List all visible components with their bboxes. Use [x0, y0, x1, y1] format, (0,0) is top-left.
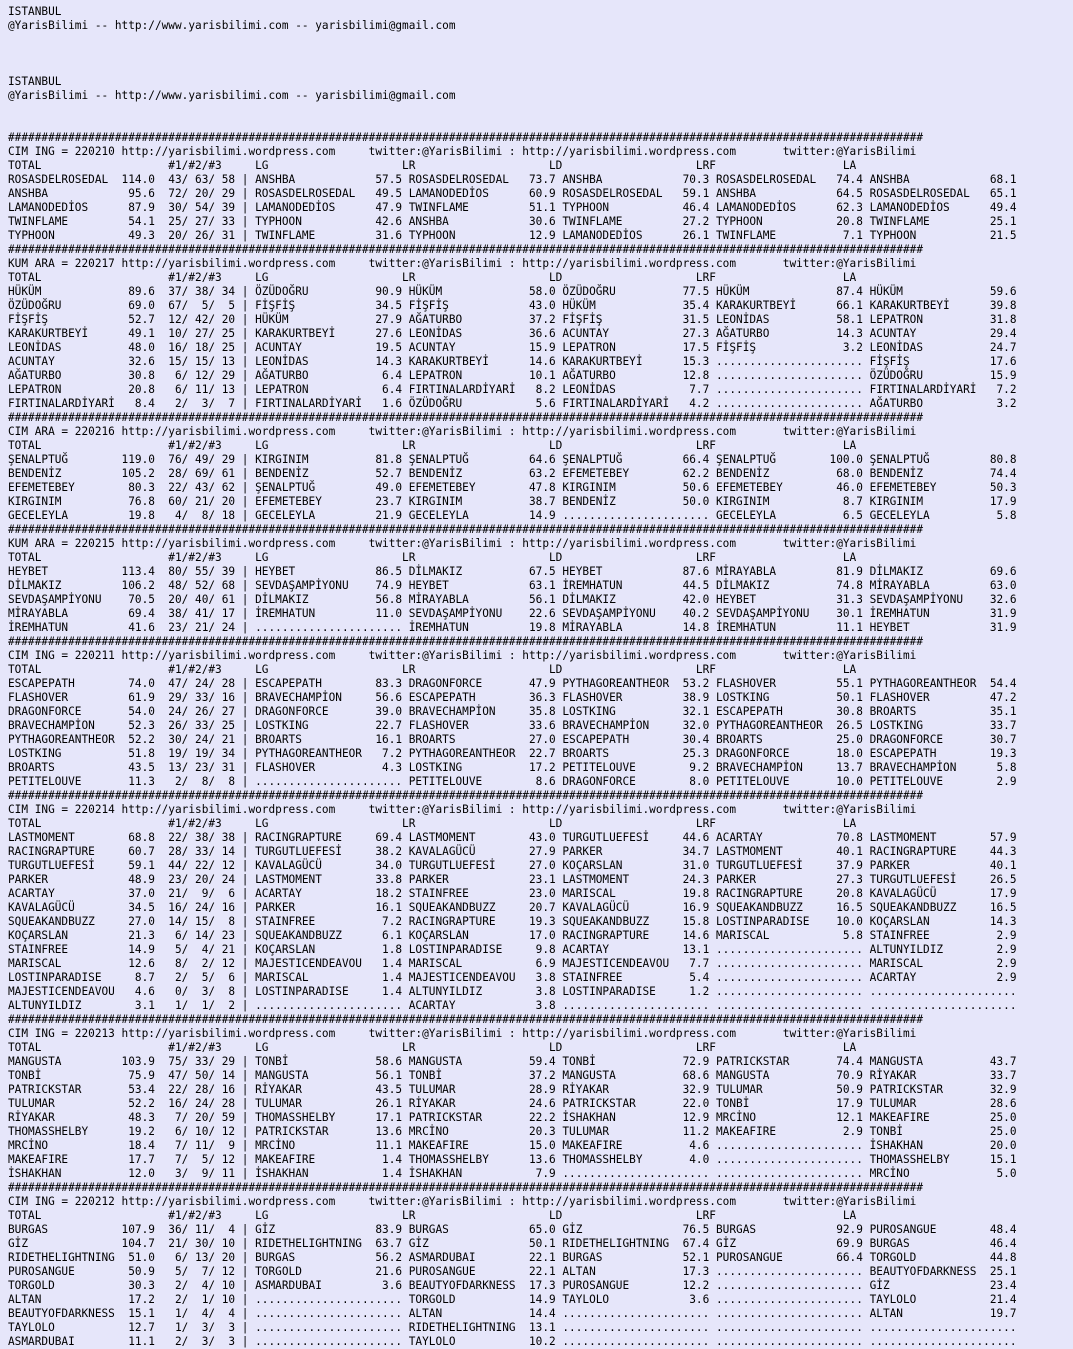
table-header: TOTAL #1/#2/#3 LG LR LD LRF LA	[8, 551, 857, 564]
table-row: BENDENİZ 105.2 28/ 69/ 61 | BENDENİZ 52.7 BENDENİZ 63.2 EFEMETEBEY 62.2 BENDENİZ 68.0 BENDENİZ 74.4	[8, 467, 1017, 480]
table-row: HÜKÜM 89.6 37/ 38/ 34 | ÖZÜDOĞRU 90.9 HÜKÜM 58.0 ÖZÜDOĞRU 77.5 HÜKÜM 87.4 HÜKÜM 59.6	[8, 285, 1017, 298]
blank-line	[8, 47, 1073, 61]
race-header: CIM ING = 220213 http://yarisbilimi.wordpress.com twitter:@YarisBilimi : http://yarisbilimi.wordpress.com twitter:@YarisBilimi	[8, 1027, 917, 1040]
table-row: EFEMETEBEY 80.3 22/ 43/ 62 | ŞENALPTUĞ 49.0 EFEMETEBEY 47.8 KIRGINIM 50.6 EFEMETEBEY 46.0 EFEMETEBEY 50.3	[8, 481, 1017, 494]
race-header: CIM ING = 220212 http://yarisbilimi.wordpress.com twitter:@YarisBilimi : http://yarisbilimi.wordpress.com twitter:@YarisBilimi	[8, 1195, 917, 1208]
race-header: CIM ING = 220214 http://yarisbilimi.wordpress.com twitter:@YarisBilimi : http://yarisbilimi.wordpress.com twitter:@YarisBilimi	[8, 803, 917, 816]
table-header: TOTAL #1/#2/#3 LG LR LD LRF LA	[8, 663, 857, 676]
table-row: THOMASSHELBY 19.2 6/ 10/ 12 | PATRICKSTAR 13.6 MRCİNO 20.3 TULUMAR 11.2 MAKEAFIRE 2.9 TONBİ 25.0	[8, 1125, 1017, 1138]
separator-line: #########################################################################################################################################	[8, 1181, 924, 1194]
table-row: SQUEAKANDBUZZ 27.0 14/ 15/ 8 | STAINFREE 7.2 RACINGRAPTURE 19.3 SQUEAKANDBUZZ 15.8 LOSTINPARADISE 10.0 KOÇARSLAN 14.3	[8, 915, 1017, 928]
table-row: TWINFLAME 54.1 25/ 27/ 33 | TYPHOON 42.6 ANSHBA 30.6 TWINFLAME 27.2 TYPHOON 20.8 TWINFLAME 25.1	[8, 215, 1017, 228]
table-row: FLASHOVER 61.9 29/ 33/ 16 | BRAVECHAMPİON 56.6 ESCAPEPATH 36.3 FLASHOVER 38.9 LOSTKING 50.1 FLASHOVER 47.2	[8, 691, 1017, 704]
table-row: RACINGRAPTURE 60.7 28/ 33/ 14 | TURGUTLUEFESİ 38.2 KAVALAGÜCÜ 27.9 PARKER 34.7 LASTMOMENT 40.1 RACINGRAPTURE 44.3	[8, 845, 1017, 858]
table-row: MANGUSTA 103.9 75/ 33/ 29 | TONBİ 58.6 MANGUSTA 59.4 TONBİ 72.9 PATRICKSTAR 74.4 MANGUSTA 43.7	[8, 1055, 1017, 1068]
table-row: İSHAKHAN 12.0 3/ 9/ 11 | İSHAKHAN 1.4 İSHAKHAN 7.9 ...................... ...................... MRCİNO 5.0	[8, 1167, 1017, 1180]
table-row: LEONİDAS 48.0 16/ 18/ 25 | ACUNTAY 19.5 ACUNTAY 15.9 LEPATRON 17.5 FİŞFİŞ 3.2 LEONİDAS 24.7	[8, 341, 1017, 354]
table-row: PATRICKSTAR 53.4 22/ 28/ 16 | RİYAKAR 43.5 TULUMAR 28.9 RİYAKAR 32.9 TULUMAR 50.9 PATRICKSTAR 32.9	[8, 1083, 1017, 1096]
separator-line: #########################################################################################################################################	[8, 635, 924, 648]
table-row: MİRAYABLA 69.4 38/ 41/ 17 | İREMHATUN 11.0 SEVDAŞAMPİYONU 22.6 SEVDAŞAMPİYONU 40.2 SEVDAŞAMPİYONU 30.1 İREMHATUN 31.9	[8, 607, 1017, 620]
table-row: KIRGINIM 76.8 60/ 21/ 20 | EFEMETEBEY 23.7 KIRGINIM 38.7 BENDENİZ 50.0 KIRGINIM 8.7 KIRGINIM 17.9	[8, 495, 1017, 508]
table-row: STAINFREE 14.9 5/ 4/ 21 | KOÇARSLAN 1.8 LOSTINPARADISE 9.8 ACARTAY 13.1 ...................... ALTUNYILDIZ 2.9	[8, 943, 1017, 956]
table-row: ANSHBA 95.6 72/ 20/ 29 | ROSASDELROSEDAL 49.5 LAMANODEDİOS 60.9 ROSASDELROSEDAL 59.1 ANSHBA 64.5 ROSASDELROSEDAL 65.1	[8, 187, 1017, 200]
city-title: ISTANBUL	[8, 75, 62, 88]
table-row: LOSTKING 51.8 19/ 19/ 34 | PYTHAGOREANTHEOR 7.2 PYTHAGOREANTHEOR 22.7 BROARTS 25.3 DRAGONFORCE 18.0 ESCAPEPATH 19.3	[8, 747, 1017, 760]
table-row: RİYAKAR 48.3 7/ 20/ 59 | THOMASSHELBY 17.1 PATRICKSTAR 22.2 İSHAKHAN 12.9 MRCİNO 12.1 MAKEAFIRE 25.0	[8, 1111, 1017, 1124]
race-header: KUM ARA = 220215 http://yarisbilimi.wordpress.com twitter:@YarisBilimi : http://yarisbilimi.wordpress.com twitter:@YarisBilimi	[8, 537, 917, 550]
table-row: KAVALAGÜCÜ 34.5 16/ 24/ 16 | PARKER 16.1 SQUEAKANDBUZZ 20.7 KAVALAGÜCÜ 16.9 SQUEAKANDBUZZ 16.5 SQUEAKANDBUZZ 16.5	[8, 901, 1017, 914]
table-row: ÖZÜDOĞRU 69.0 67/ 5/ 5 | FİŞFİŞ 34.5 FİŞFİŞ 43.0 HÜKÜM 35.4 KARAKURTBEYİ 66.1 KARAKURTBEYİ 39.8	[8, 299, 1017, 312]
table-row: LEPATRON 20.8 6/ 11/ 13 | LEPATRON 6.4 FIRTINALARDİYARİ 8.2 LEONİDAS 7.7 ...................... FIRTINALARDİYARİ 7.2	[8, 383, 1017, 396]
table-row: DRAGONFORCE 54.0 24/ 26/ 27 | DRAGONFORCE 39.0 BRAVECHAMPİON 35.8 LOSTKING 32.1 ESCAPEPATH 30.8 BROARTS 35.1	[8, 705, 1017, 718]
blank-line	[8, 33, 1073, 47]
table-header: TOTAL #1/#2/#3 LG LR LD LRF LA	[8, 439, 857, 452]
table-row: FİŞFİŞ 52.7 12/ 42/ 20 | HÜKÜM 27.9 AĞATURBO 37.2 FİŞFİŞ 31.5 LEONİDAS 58.1 LEPATRON 31.8	[8, 313, 1017, 326]
table-row: MARISCAL 12.6 8/ 2/ 12 | MAJESTICENDEAVOU 1.4 MARISCAL 6.9 MAJESTICENDEAVOU 7.7 ...................... MARISCAL 2.9	[8, 957, 1017, 970]
separator-line: #########################################################################################################################################	[8, 523, 924, 536]
separator-line: #########################################################################################################################################	[8, 789, 924, 802]
table-row: BEAUTYOFDARKNESS 15.1 1/ 4/ 4 | ...................... ALTAN 14.4 ...................... ...................... ALTAN 19.7	[8, 1307, 1017, 1320]
table-row: LAMANODEDİOS 87.9 30/ 54/ 39 | LAMANODEDİOS 47.9 TWINFLAME 51.1 TYPHOON 46.4 LAMANODEDİOS 62.3 LAMANODEDİOS 49.4	[8, 201, 1017, 214]
table-header: TOTAL #1/#2/#3 LG LR LD LRF LA	[8, 1209, 857, 1222]
table-row: TORGOLD 30.3 2/ 4/ 10 | ASMARDUBAI 3.6 BEAUTYOFDARKNESS 17.3 PUROSANGUE 12.2 ...................... GİZ 23.4	[8, 1279, 1017, 1292]
table-row: ACARTAY 37.0 21/ 9/ 6 | ACARTAY 18.2 STAINFREE 23.0 MARISCAL 19.8 RACINGRAPTURE 20.8 KAVALAGÜCÜ 17.9	[8, 887, 1017, 900]
table-header: TOTAL #1/#2/#3 LG LR LD LRF LA	[8, 1041, 857, 1054]
table-row: KOÇARSLAN 21.3 6/ 14/ 23 | SQUEAKANDBUZZ 6.1 KOÇARSLAN 17.0 RACINGRAPTURE 14.6 MARISCAL 5.8 STAINFREE 2.9	[8, 929, 1017, 942]
table-row: ALTAN 17.2 2/ 1/ 10 | ...................... TORGOLD 14.9 TAYLOLO 3.6 ...................... TAYLOLO 21.4	[8, 1293, 1017, 1306]
table-row: İREMHATUN 41.6 23/ 21/ 24 | ...................... İREMHATUN 19.8 MİRAYABLA 14.8 İREMHATUN 11.1 HEYBET 31.9	[8, 621, 1017, 634]
table-row: TONBİ 75.9 47/ 50/ 14 | MANGUSTA 56.1 TONBİ 37.2 MANGUSTA 68.6 MANGUSTA 70.9 RİYAKAR 33.7	[8, 1069, 1017, 1082]
table-row: TAYLOLO 12.7 1/ 3/ 3 | ...................... RIDETHELIGHTNING 13.1 ...................... ...................... ......................	[8, 1321, 1017, 1334]
race-header: CIM ING = 220211 http://yarisbilimi.wordpress.com twitter:@YarisBilimi : http://yarisbilimi.wordpress.com twitter:@YarisBilimi	[8, 649, 917, 662]
race-header: KUM ARA = 220217 http://yarisbilimi.wordpress.com twitter:@YarisBilimi : http://yarisbilimi.wordpress.com twitter:@YarisBilimi	[8, 257, 917, 270]
table-row: TULUMAR 52.2 16/ 24/ 28 | TULUMAR 26.1 RİYAKAR 24.6 PATRICKSTAR 22.0 TONBİ 17.9 TULUMAR 28.6	[8, 1097, 1017, 1110]
table-row: GECELEYLA 19.8 4/ 8/ 18 | GECELEYLA 21.9 GECELEYLA 14.9 ...................... GECELEYLA 6.5 GECELEYLA 5.8	[8, 509, 1017, 522]
table-row: LOSTINPARADISE 8.7 2/ 5/ 6 | MARISCAL 1.4 MAJESTICENDEAVOU 3.8 STAINFREE 5.4 ...................... ACARTAY 2.9	[8, 971, 1017, 984]
table-header: TOTAL #1/#2/#3 LG LR LD LRF LA	[8, 817, 857, 830]
table-row: MAKEAFIRE 17.7 7/ 5/ 12 | MAKEAFIRE 1.4 THOMASSHELBY 13.6 THOMASSHELBY 4.0 ...................... THOMASSHELBY 15.1	[8, 1153, 1017, 1166]
separator-line: #########################################################################################################################################	[8, 131, 924, 144]
separator-line: #########################################################################################################################################	[8, 243, 924, 256]
blank-line	[8, 117, 1073, 131]
table-row: DİLMAKIZ 106.2 48/ 52/ 68 | SEVDAŞAMPİYONU 74.9 HEYBET 63.1 İREMHATUN 44.5 DİLMAKIZ 74.8 MİRAYABLA 63.0	[8, 579, 1017, 592]
contact-line: @YarisBilimi -- http://www.yarisbilimi.com -- yarisbilimi@gmail.com	[8, 19, 456, 32]
table-row: TYPHOON 49.3 20/ 26/ 31 | TWINFLAME 31.6 TYPHOON 12.9 LAMANODEDİOS 26.1 TWINFLAME 7.1 TYPHOON 21.5	[8, 229, 1017, 242]
table-row: ASMARDUBAI 11.1 2/ 3/ 3 | ...................... TAYLOLO 10.2 ...................... ...................... ......................	[8, 1335, 1017, 1348]
table-row: AĞATURBO 30.8 6/ 12/ 29 | AĞATURBO 6.4 LEPATRON 10.1 AĞATURBO 12.8 ...................... ÖZÜDOĞRU 15.9	[8, 369, 1017, 382]
separator-line: #########################################################################################################################################	[8, 1013, 924, 1026]
table-header: TOTAL #1/#2/#3 LG LR LD LRF LA	[8, 159, 857, 172]
race-header: CIM ARA = 220216 http://yarisbilimi.wordpress.com twitter:@YarisBilimi : http://yarisbilimi.wordpress.com twitter:@YarisBilimi	[8, 425, 917, 438]
blank-line	[8, 103, 1073, 117]
table-row: ESCAPEPATH 74.0 47/ 24/ 28 | ESCAPEPATH 83.3 DRAGONFORCE 47.9 PYTHAGOREANTHEOR 53.2 FLASHOVER 55.1 PYTHAGOREANTHEOR 54.4	[8, 677, 1017, 690]
contact-line: @YarisBilimi -- http://www.yarisbilimi.com -- yarisbilimi@gmail.com	[8, 89, 456, 102]
table-row: HEYBET 113.4 80/ 55/ 39 | HEYBET 86.5 DİLMAKIZ 67.5 HEYBET 87.6 MİRAYABLA 81.9 DİLMAKIZ 69.6	[8, 565, 1017, 578]
separator-line: #########################################################################################################################################	[8, 411, 924, 424]
table-row: SEVDAŞAMPİYONU 70.5 20/ 40/ 61 | DİLMAKIZ 56.8 MİRAYABLA 56.1 DİLMAKIZ 42.0 HEYBET 31.3 SEVDAŞAMPİYONU 32.6	[8, 593, 1017, 606]
table-row: PYTHAGOREANTHEOR 52.2 30/ 24/ 21 | BROARTS 16.1 BROARTS 27.0 ESCAPEPATH 30.4 BROARTS 25.0 DRAGONFORCE 30.7	[8, 733, 1017, 746]
race-header: CIM ING = 220210 http://yarisbilimi.wordpress.com twitter:@YarisBilimi : http://yarisbilimi.wordpress.com twitter:@YarisBilimi	[8, 145, 917, 158]
table-row: GİZ 104.7 21/ 30/ 10 | RIDETHELIGHTNING 63.7 GİZ 50.1 RIDETHELIGHTNING 67.4 GİZ 69.9 BURGAS 46.4	[8, 1237, 1017, 1250]
table-row: PETITELOUVE 11.3 2/ 8/ 8 | ...................... PETITELOUVE 8.6 DRAGONFORCE 8.0 PETITELOUVE 10.0 PETITELOUVE 2.9	[8, 775, 1017, 788]
table-row: ŞENALPTUĞ 119.0 76/ 49/ 29 | KIRGINIM 81.8 ŞENALPTUĞ 64.6 ŞENALPTUĞ 66.4 ŞENALPTUĞ 100.0 ŞENALPTUĞ 80.8	[8, 453, 1017, 466]
table-row: BURGAS 107.9 36/ 11/ 4 | GİZ 83.9 BURGAS 65.0 GİZ 76.5 BURGAS 92.9 PUROSANGUE 48.4	[8, 1223, 1017, 1236]
table-header: TOTAL #1/#2/#3 LG LR LD LRF LA	[8, 271, 857, 284]
table-row: KARAKURTBEYİ 49.1 10/ 27/ 25 | KARAKURTBEYİ 27.6 LEONİDAS 36.6 ACUNTAY 27.3 AĞATURBO 14.3 ACUNTAY 29.4	[8, 327, 1017, 340]
table-row: ACUNTAY 32.6 15/ 15/ 13 | LEONİDAS 14.3 KARAKURTBEYİ 14.6 KARAKURTBEYİ 15.3 ...................... FİŞFİŞ 17.6	[8, 355, 1017, 368]
table-row: TURGUTLUEFESİ 59.1 44/ 22/ 12 | KAVALAGÜCÜ 34.0 TURGUTLUEFESİ 27.0 KOÇARSLAN 31.0 TURGUTLUEFESİ 37.9 PARKER 40.1	[8, 859, 1017, 872]
table-row: RIDETHELIGHTNING 51.0 6/ 13/ 20 | BURGAS 56.2 ASMARDUBAI 22.1 BURGAS 52.1 PUROSANGUE 66.4 TORGOLD 44.8	[8, 1251, 1017, 1264]
table-row: LASTMOMENT 68.8 22/ 38/ 38 | RACINGRAPTURE 69.4 LASTMOMENT 43.0 TURGUTLUEFESİ 44.6 ACARTAY 70.8 LASTMOMENT 57.9	[8, 831, 1017, 844]
table-row: ALTUNYILDIZ 3.1 1/ 1/ 2 | ...................... ACARTAY 3.8 ...................... ...................... ......................	[8, 999, 1017, 1012]
table-row: FIRTINALARDİYARİ 8.4 2/ 3/ 7 | FIRTINALARDİYARİ 1.6 ÖZÜDOĞRU 5.6 FIRTINALARDİYARİ 4.2 ...................... AĞATURBO 3.2	[8, 397, 1017, 410]
table-row: BROARTS 43.5 13/ 23/ 31 | FLASHOVER 4.3 LOSTKING 17.2 PETITELOUVE 9.2 BRAVECHAMPİON 13.7 BRAVECHAMPİON 5.8	[8, 761, 1017, 774]
table-row: PUROSANGUE 50.9 5/ 7/ 12 | TORGOLD 21.6 PUROSANGUE 22.1 ALTAN 17.3 ...................... BEAUTYOFDARKNESS 25.1	[8, 1265, 1017, 1278]
table-row: BRAVECHAMPİON 52.3 26/ 33/ 25 | LOSTKING 22.7 FLASHOVER 33.6 BRAVECHAMPİON 32.0 PYTHAGOREANTHEOR 26.5 LOSTKING 33.7	[8, 719, 1017, 732]
city-title: ISTANBUL	[8, 5, 62, 18]
table-row: MAJESTICENDEAVOU 4.6 0/ 3/ 8 | LOSTINPARADISE 1.4 ALTUNYILDIZ 3.8 LOSTINPARADISE 1.2 ...................... ......................	[8, 985, 1017, 998]
table-row: MRCİNO 18.4 7/ 11/ 9 | MRCİNO 11.1 MAKEAFIRE 15.0 MAKEAFIRE 4.6 ...................... İSHAKHAN 20.0	[8, 1139, 1017, 1152]
blank-line	[8, 61, 1073, 75]
table-row: ROSASDELROSEDAL 114.0 43/ 63/ 58 | ANSHBA 57.5 ROSASDELROSEDAL 73.7 ANSHBA 70.3 ROSASDELROSEDAL 74.4 ANSHBA 68.1	[8, 173, 1017, 186]
table-row: PARKER 48.9 23/ 20/ 24 | LASTMOMENT 33.8 PARKER 23.1 LASTMOMENT 24.3 PARKER 27.3 TURGUTLUEFESİ 26.5	[8, 873, 1017, 886]
